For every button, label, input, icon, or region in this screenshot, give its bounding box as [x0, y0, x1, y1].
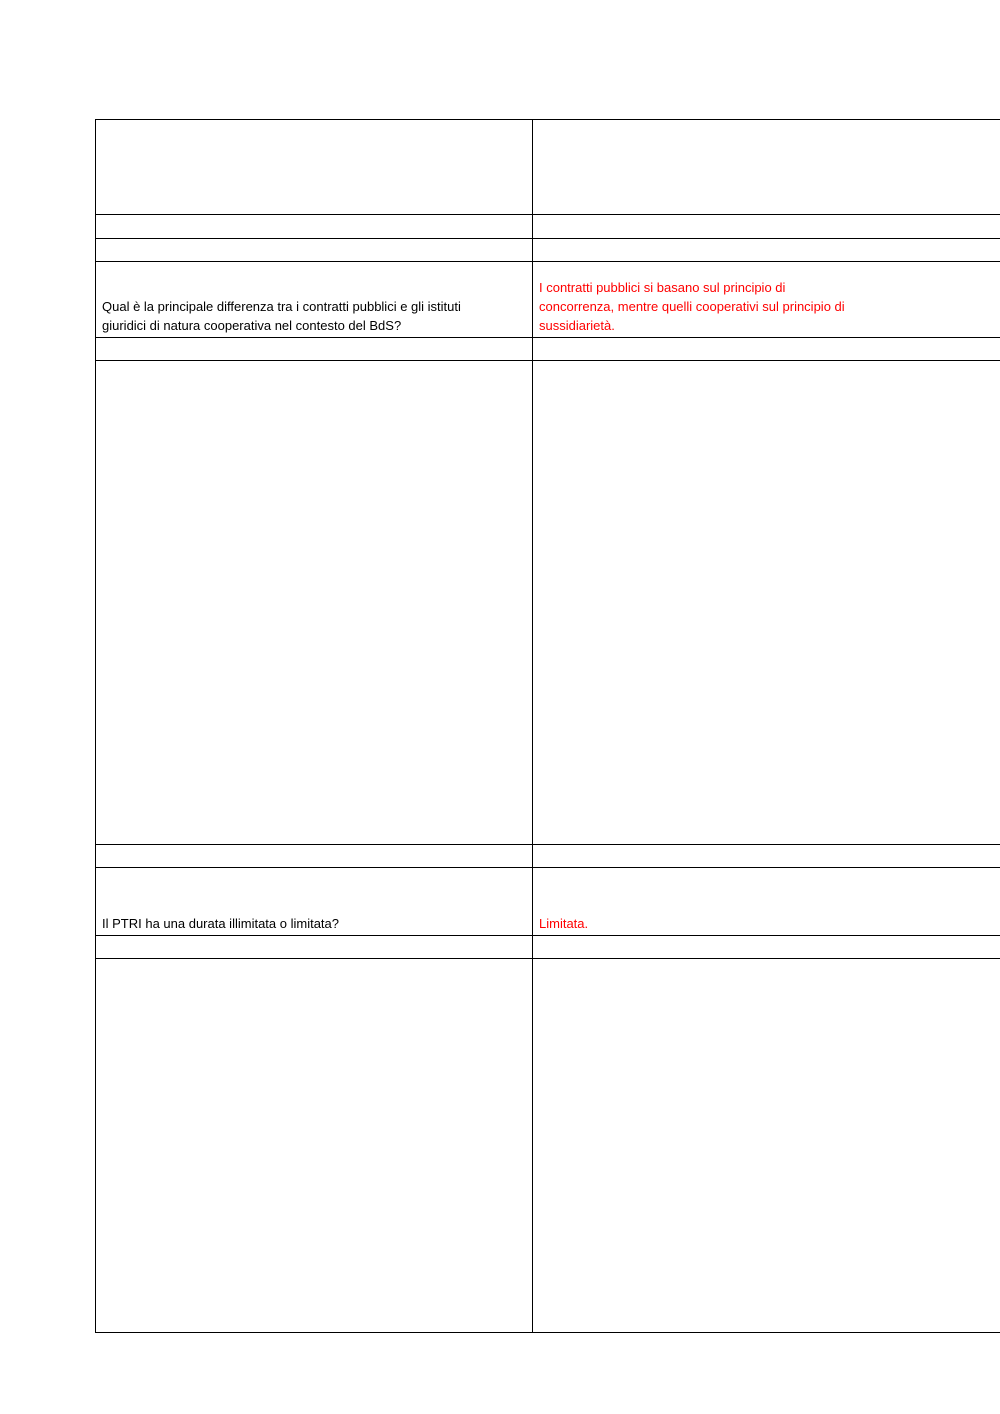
answer-cell: [533, 215, 1000, 239]
answer-cell: Limitata.: [533, 868, 1000, 936]
answer-cell: [533, 120, 1000, 215]
table-row: [96, 338, 1000, 361]
question-cell: [96, 338, 533, 361]
table-row: [96, 936, 1000, 959]
question-cell: Il PTRI ha una durata illimitata o limitata?: [96, 868, 533, 936]
table-row: [96, 361, 1000, 845]
question-cell: [96, 845, 533, 868]
answer-cell: [533, 845, 1000, 868]
table-row: [96, 239, 1000, 262]
question-cell: [96, 361, 533, 845]
question-cell: [96, 936, 533, 959]
answer-cell: [533, 239, 1000, 262]
answer-cell: [533, 936, 1000, 959]
answer-cell: I contratti pubblici si basano sul principio di concorrenza, mentre quelli cooperativi sul principio di sussidiarietà.: [533, 262, 1000, 338]
answer-cell: [533, 959, 1000, 1333]
table-row: [96, 262, 1000, 338]
question-cell: [96, 215, 533, 239]
table-row: [96, 959, 1000, 1333]
question-cell: [96, 239, 533, 262]
question-cell: Qual è la principale differenza tra i contratti pubblici e gli istituti giuridici di natura cooperativa nel contesto del BdS?: [96, 262, 533, 338]
answer-cell: [533, 338, 1000, 361]
qa-table: [95, 119, 1000, 1333]
answer-cell: [533, 361, 1000, 845]
table-row: [96, 215, 1000, 239]
table-row: [96, 120, 1000, 215]
table-row: [96, 868, 1000, 936]
question-cell: [96, 959, 533, 1333]
question-cell: [96, 120, 533, 215]
table-row: [96, 845, 1000, 868]
